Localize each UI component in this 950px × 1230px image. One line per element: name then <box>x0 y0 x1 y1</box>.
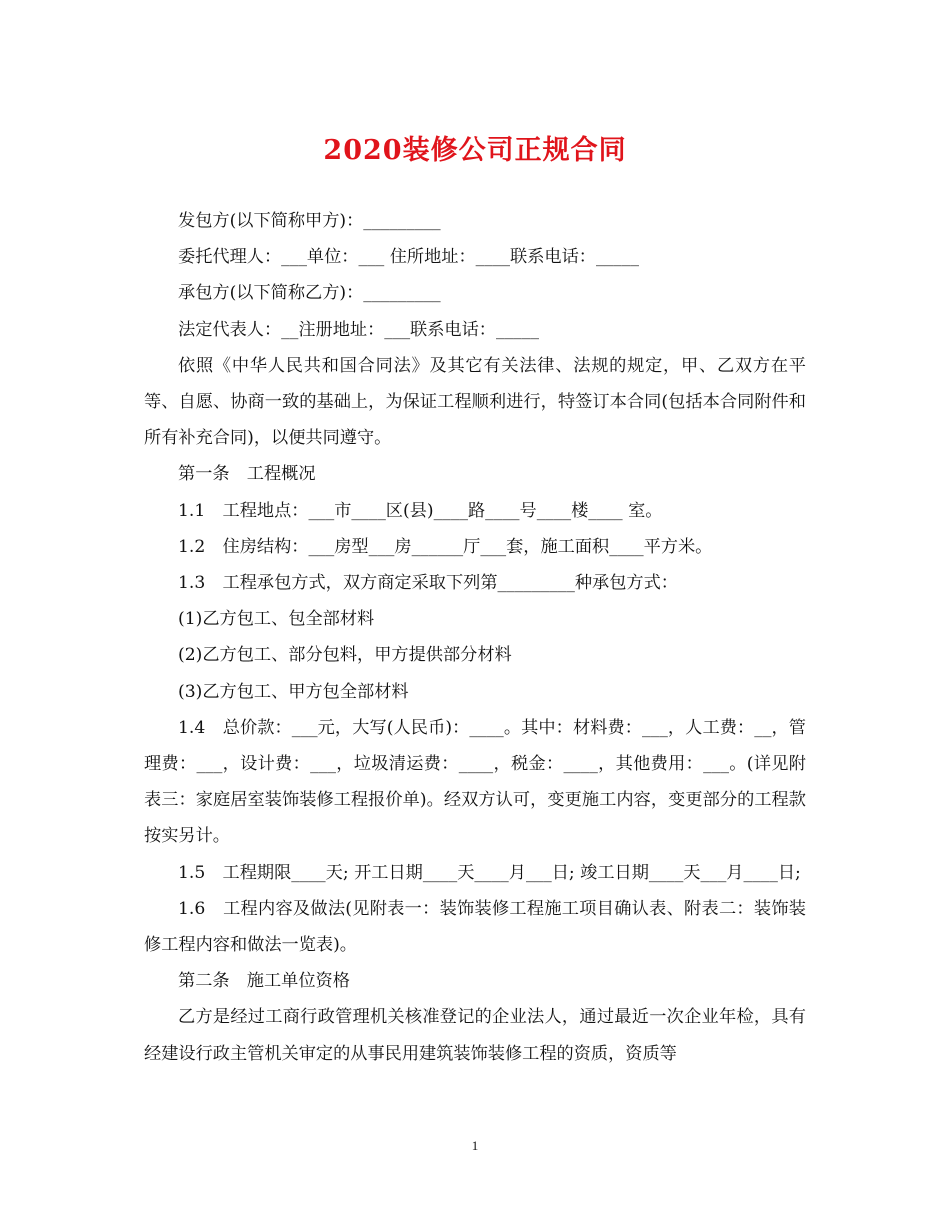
clause-1-4: 1.4 总价款：___元，大写(人民币)：____。其中：材料费：___，人工费：__，管理费：___，设计费：___，垃圾清运费：____，税金：____，其他费用：___。(详见附表三：家庭居室装饰装修工程报价单)。经双方认可，变更施工内容，变更部分的工程款按实另计。 <box>144 717 806 847</box>
article-1-heading: 第一条 工程概况 <box>178 464 316 485</box>
clause-1-5: 1.5 工程期限____天; 开工日期____天____月___日; 竣工日期____天___月____日; <box>178 862 801 883</box>
document-body <box>144 203 806 1072</box>
option-1: (1)乙方包工、包全部材料 <box>178 609 375 630</box>
paragraph-agent: 委托代理人：___单位：___ 住所地址：____联系电话：_____ <box>178 247 639 268</box>
clause-1-2: 1.2 住房结构：___房型___房______厅___套，施工面积____平方米。 <box>178 536 713 557</box>
paragraph-party-b: 承包方(以下简称乙方)：_________ <box>178 283 441 304</box>
clause-1-1: 1.1 工程地点：___市____区(县)____路____号____楼____ 室。 <box>178 500 663 521</box>
paragraph-party-a: 发包方(以下简称甲方)：_________ <box>178 211 441 231</box>
paragraph-preamble: 依照《中华人民共和国合同法》及其它有关法律、法规的规定，甲、乙双方在平等、自愿、协商一致的基础上，为保证工程顺利进行，特签订本合同(包括本合同附件和所有补充合同)，以便共同遵守。 <box>144 355 806 449</box>
article-2-heading: 第二条 施工单位资格 <box>178 971 350 992</box>
document-title: 2020装修公司正规合同 <box>323 135 627 166</box>
option-2: (2)乙方包工、部分包料，甲方提供部分材料 <box>178 645 512 666</box>
clause-1-3: 1.3 工程承包方式，双方商定采取下列第_________种承包方式： <box>178 573 678 594</box>
option-3: (3)乙方包工、甲方包全部材料 <box>178 681 409 702</box>
page-number: 1 <box>471 1138 479 1153</box>
clause-1-6: 1.6 工程内容及做法(见附表一：装饰装修工程施工项目确认表、附表二：装饰装修工程内容和做法一览表)。 <box>144 898 806 956</box>
paragraph-contractor-qualification: 乙方是经过工商行政管理机关核准登记的企业法人，通过最近一次企业年检，具有经建设行政主管机关审定的从事民用建筑装饰装修工程的资质，资质等 <box>144 1007 806 1064</box>
paragraph-legal-rep: 法定代表人：__注册地址：___联系电话：_____ <box>178 319 539 340</box>
